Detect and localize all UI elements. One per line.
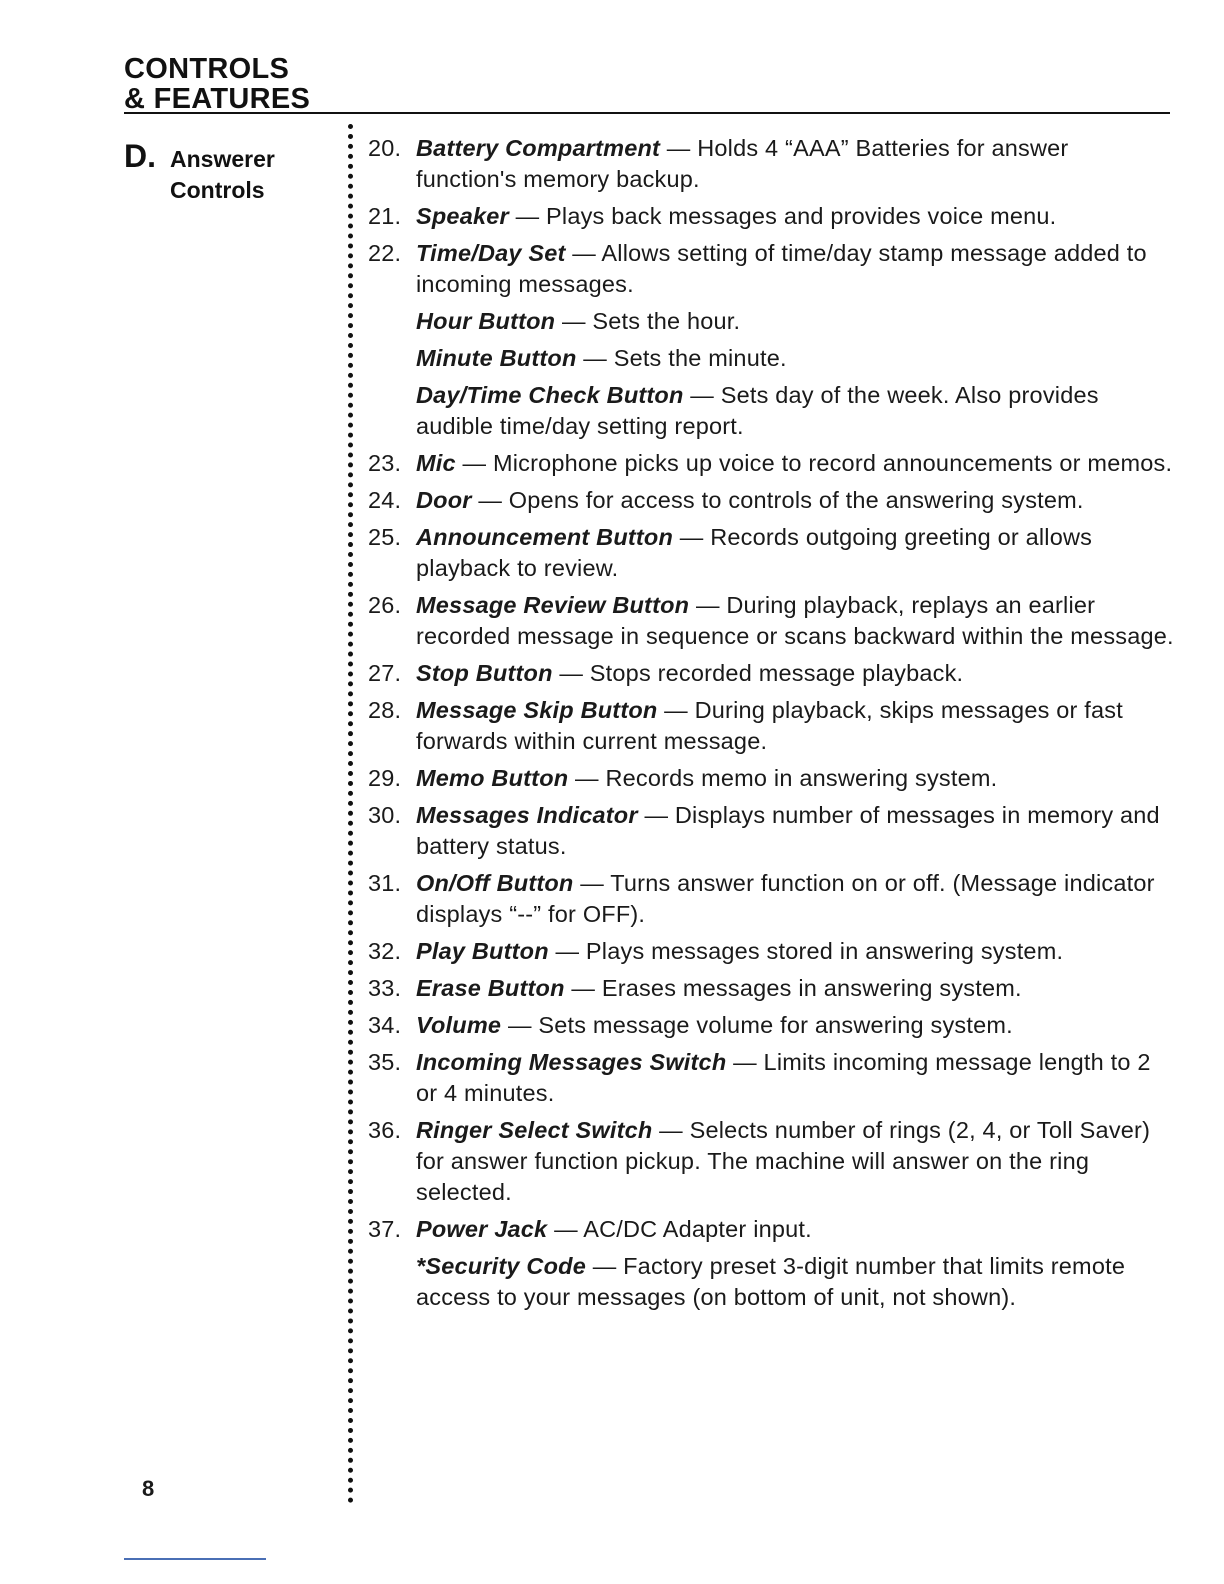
item-number: 20. [368,135,402,161]
item-number: 24. [368,487,402,513]
list-item [366,238,1174,300]
item-term: Minute Button [416,345,577,371]
list-item [366,1115,1174,1208]
item-term: Volume [416,1012,502,1038]
item-description: — Factory preset 3-digit number that limits remote access to your messages (on bottom of unit, not shown). [416,1253,1126,1310]
item-term: Power Jack [416,1216,548,1242]
subsection-title [170,144,310,206]
item-description: — Allows setting of time/day stamp message added to incoming messages. [416,240,1147,297]
item-term: Time/Day Set [416,240,566,266]
item-number: 28. [368,697,402,723]
item-number: 25. [368,524,402,550]
item-description: — During playback, replays an earlier recorded message in sequence or scans backward within the message. [416,592,1174,649]
item-number: 22. [368,240,402,266]
list-item [366,936,1174,967]
item-description: — Records outgoing greeting or allows playback to review. [416,524,1093,581]
list-item [366,695,1174,757]
item-description: — Plays back messages and provides voice menu. [508,203,1057,229]
item-term: Erase Button [416,975,565,1001]
item-term: Ringer Select Switch [416,1117,653,1143]
list-item [366,763,1174,794]
item-term: *Security Code [416,1253,586,1279]
item-term: Play Button [416,938,549,964]
item-term: Mic [416,450,456,476]
item-description: — Records memo in answering system. [568,765,998,791]
item-number: 35. [368,1049,402,1075]
list-item [366,658,1174,689]
list-item [366,868,1174,930]
item-term: Hour Button [416,308,556,334]
footer-rule [124,1558,266,1560]
item-description: — Plays messages stored in answering system. [548,938,1064,964]
list-item [366,522,1174,584]
item-term: On/Off Button [416,870,574,896]
item-term: Incoming Messages Switch [416,1049,727,1075]
item-number: 33. [368,975,402,1001]
subsection-title-line-1: Answerer [170,146,275,172]
item-description: — Microphone picks up voice to record announcements or memos. [455,450,1173,476]
list-sub-item [366,306,1174,337]
item-number: 31. [368,870,402,896]
list-sub-item [366,1251,1174,1313]
item-term: Message Review Button [416,592,690,618]
dotted-divider [348,124,353,1504]
item-description: — Sets message volume for answering system. [501,1012,1013,1038]
item-term: Speaker [416,203,509,229]
item-description: — Sets the hour. [555,308,741,334]
heading-line-1: CONTROLS [124,53,290,85]
item-term: Day/Time Check Button [416,382,684,408]
page-number: 8 [142,1476,155,1501]
list-item [366,448,1174,479]
item-description: — During playback, skips messages or fast forwards within current message. [416,697,1123,754]
item-number: 29. [368,765,402,791]
item-term: Message Skip Button [416,697,658,723]
item-term: Memo Button [416,765,569,791]
item-number: 30. [368,802,402,828]
list-item [366,133,1174,195]
item-description: — Sets the minute. [576,345,787,371]
list-item [366,973,1174,1004]
item-term: Messages Indicator [416,802,638,828]
item-number: 21. [368,203,402,229]
section-heading [124,54,310,114]
heading-rule [124,112,1170,114]
item-term: Door [416,487,472,513]
subsection-letter: D. [124,138,156,174]
item-description: — Displays number of messages in memory and battery status. [416,802,1160,859]
item-number: 26. [368,592,402,618]
list-item [366,1214,1174,1245]
item-number: 27. [368,660,402,686]
item-description: — Opens for access to controls of the answering system. [471,487,1084,513]
item-number: 32. [368,938,402,964]
list-item [366,1010,1174,1041]
heading-line-2: & FEATURES [124,83,311,115]
list-item [366,590,1174,652]
item-number: 34. [368,1012,402,1038]
item-description: — Erases messages in answering system. [564,975,1022,1001]
list-item [366,485,1174,516]
item-description: — Limits incoming message length to 2 or 4 minutes. [416,1049,1151,1106]
controls-list [366,133,1174,1319]
item-description: — Sets day of the week. Also provides audible time/day setting report. [416,382,1099,439]
list-sub-item [366,343,1174,374]
item-description: — Stops recorded message playback. [552,660,964,686]
item-number: 36. [368,1117,402,1143]
item-number: 23. [368,450,402,476]
subsection-title-line-2: Controls [170,177,265,203]
list-item [366,201,1174,232]
item-term: Announcement Button [416,524,674,550]
list-item [366,1047,1174,1109]
item-number: 37. [368,1216,402,1242]
list-item [366,800,1174,862]
item-description: — Holds 4 “AAA” Batteries for answer function's memory backup. [416,135,1069,192]
item-description: — Turns answer function on or off. (Message indicator displays “--” for OFF). [416,870,1155,927]
item-description: — Selects number of rings (2, 4, or Toll Saver) for answer function pickup. The machine will answer on the ring selected. [416,1117,1151,1205]
item-term: Battery Compartment [416,135,661,161]
list-sub-item [366,380,1174,442]
item-term: Stop Button [416,660,553,686]
item-description: — AC/DC Adapter input. [547,1216,812,1242]
